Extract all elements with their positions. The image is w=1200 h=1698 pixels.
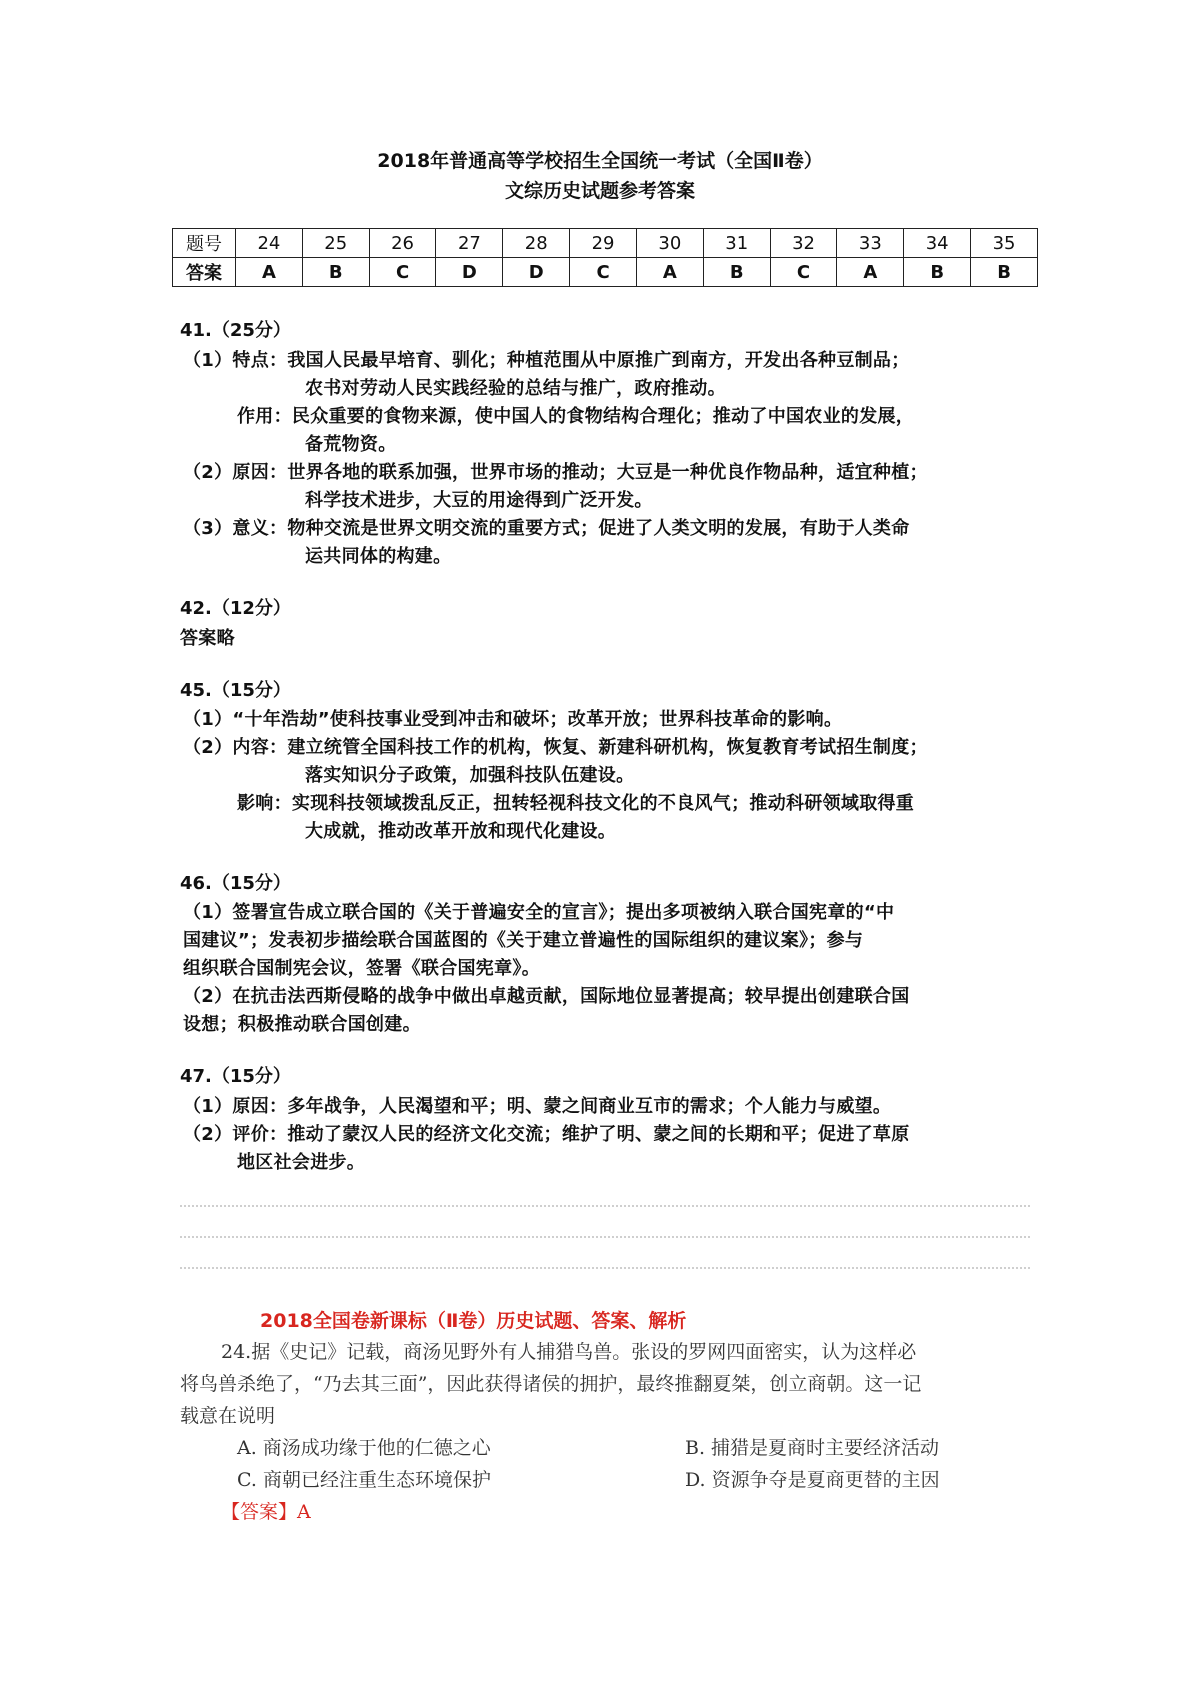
answer-line: 备荒物资。	[305, 434, 397, 455]
answer-line: （3）意义：物种交流是世界文明交流的重要方式；促进了人类文明的发展，有助于人类命	[183, 518, 910, 539]
question-number-cell: 33	[837, 229, 904, 258]
question-number-cell: 26	[369, 229, 436, 258]
answer-line: （1）特点：我国人民最早培育、驯化；种植范围从中原推广到南方，开发出各种豆制品；	[183, 350, 910, 371]
answer-cell: C	[369, 258, 436, 287]
answer-line: 作用：民众重要的食物来源，使中国人的食物结构合理化；推动了中国农业的发展，	[237, 406, 915, 427]
answer-cell: D	[436, 258, 503, 287]
question-number-cell: 25	[302, 229, 369, 258]
answer-cell: D	[503, 258, 570, 287]
answer-cell: C	[770, 258, 837, 287]
answer-line: （2）评价：推动了蒙汉人民的经济文化交流；维护了明、蒙之间的长期和平；促进了草原	[183, 1124, 910, 1145]
answer-line: （1）“十年浩劫”使科技事业受到冲击和破坏；改革开放；世界科技革命的影响。	[183, 709, 843, 730]
question-number-cell: 24	[236, 229, 303, 258]
option-c: C. 商朝已经注重生态环境保护	[237, 1469, 491, 1491]
answer-line: 运共同体的构建。	[305, 546, 452, 567]
question-41-heading: 41.（25分）	[180, 320, 291, 341]
answer-cell: A	[837, 258, 904, 287]
row-label-question-number: 题号	[173, 229, 236, 258]
answer-line: （2）内容：建立统管全国科技工作的机构，恢复、新建科研机构，恢复教育考试招生制度；	[183, 737, 928, 758]
answer-line: 组织联合国制宪会议，签署《联合国宪章》。	[183, 958, 540, 979]
row-label-answer: 答案	[173, 258, 236, 287]
question-number-row	[173, 229, 1038, 258]
dotted-divider	[180, 1267, 1030, 1269]
question-stem-line: 将鸟兽杀绝了，“乃去其三面”，因此获得诸侯的拥护，最终推翻夏桀，创立商朝。这一记	[180, 1373, 922, 1395]
document-subtitle: 文综历史试题参考答案	[504, 180, 695, 202]
question-number-cell: 28	[503, 229, 570, 258]
option-a: A. 商汤成功缘于他的仁德之心	[237, 1437, 491, 1459]
answer-cell: A	[236, 258, 303, 287]
answer-cell: B	[302, 258, 369, 287]
answer-line: （1）原因：多年战争，人民渴望和平；明、蒙之间商业互市的需求；个人能力与威望。	[183, 1096, 892, 1117]
question-number-cell: 30	[636, 229, 703, 258]
answer-table	[172, 228, 1038, 287]
answer-line: 影响：实现科技领域拨乱反正，扭转轻视科技文化的不良风气；推动科研领域取得重	[237, 793, 915, 814]
answer-line: 科学技术进步，大豆的用途得到广泛开发。	[305, 490, 653, 511]
question-46-heading: 46.（15分）	[180, 873, 291, 894]
question-number-cell: 32	[770, 229, 837, 258]
question-number-cell: 29	[570, 229, 637, 258]
answer-line: 答案略	[180, 628, 235, 649]
question-number-cell: 31	[703, 229, 770, 258]
analysis-section-title: 2018全国卷新课标（Ⅱ卷）历史试题、答案、解析	[260, 1310, 687, 1332]
answer-cell: B	[904, 258, 971, 287]
option-d: D. 资源争夺是夏商更替的主因	[685, 1469, 940, 1491]
answer-line: 大成就，推动改革开放和现代化建设。	[305, 821, 617, 842]
option-b: B. 捕猎是夏商时主要经济活动	[685, 1437, 940, 1459]
answer-line: 落实知识分子政策，加强科技队伍建设。	[305, 765, 635, 786]
answer-label: 【答案】A	[221, 1501, 311, 1523]
question-47-heading: 47.（15分）	[180, 1066, 291, 1087]
answer-line: 国建议”；发表初步描绘联合国蓝图的《关于建立普遍性的国际组织的建议案》；参与	[183, 930, 864, 951]
answer-line: 设想；积极推动联合国创建。	[183, 1014, 421, 1035]
question-stem-line: 载意在说明	[180, 1405, 276, 1427]
dotted-divider	[180, 1205, 1030, 1207]
answer-row	[173, 258, 1038, 287]
document-title: 2018年普通高等学校招生全国统一考试（全国Ⅱ卷）	[377, 150, 823, 172]
answer-line: （1）签署宣告成立联合国的《关于普遍安全的宣言》；提出多项被纳入联合国宪章的“中	[183, 902, 895, 923]
question-number-cell: 34	[904, 229, 971, 258]
answer-cell: A	[636, 258, 703, 287]
answer-cell: B	[703, 258, 770, 287]
answer-line: 地区社会进步。	[237, 1152, 366, 1173]
answer-line: 农书对劳动人民实践经验的总结与推广，政府推动。	[305, 378, 726, 399]
dotted-divider	[180, 1236, 1030, 1238]
question-42-heading: 42.（12分）	[180, 598, 291, 619]
question-number-cell: 27	[436, 229, 503, 258]
answer-cell: C	[570, 258, 637, 287]
question-number-cell: 35	[971, 229, 1038, 258]
answer-cell: B	[971, 258, 1038, 287]
answer-line: （2）在抗击法西斯侵略的战争中做出卓越贡献，国际地位显著提高；较早提出创建联合国	[183, 986, 910, 1007]
answer-line: （2）原因：世界各地的联系加强，世界市场的推动；大豆是一种优良作物品种，适宜种植；	[183, 462, 928, 483]
question-45-heading: 45.（15分）	[180, 680, 291, 701]
question-stem-line: 24.据《史记》记载，商汤见野外有人捕猎鸟兽。张设的罗网四面密实，认为这样必	[221, 1341, 917, 1363]
